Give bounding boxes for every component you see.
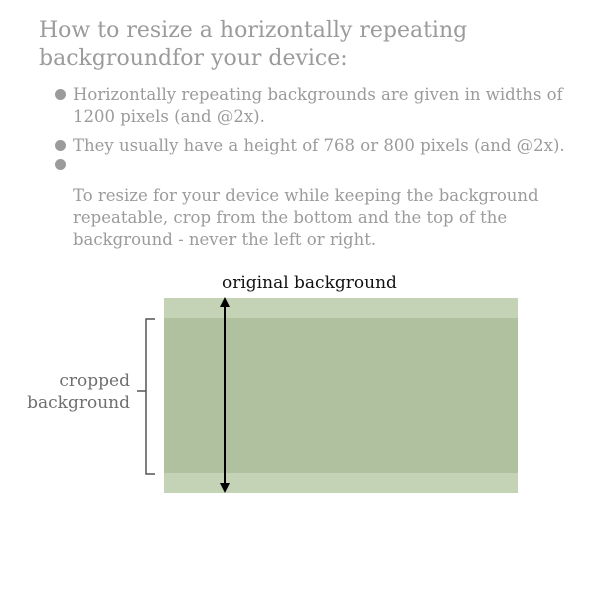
height-arrow-icon: [220, 297, 230, 493]
page-title: How to resize a horizontally repeating backgroundfor your device:: [39, 18, 468, 71]
bullet-text: Horizontally repeating backgrounds are given in widths of 1200 pixels (and @2x).: [73, 85, 563, 126]
resize-note: To resize for your device while keeping the background repeatable, crop from the bottom and the top of the background - never the left or right.: [73, 186, 539, 249]
cropped-label-line1: cropped: [59, 371, 130, 391]
original-background-label: original background: [222, 273, 397, 293]
cropped-label-line2: background: [27, 393, 130, 413]
crop-bracket-icon: [137, 319, 155, 474]
bullet-text: They usually have a height of 768 or 800 pixels (and @2x).: [73, 136, 565, 155]
cropped-background-label: [10, 370, 130, 414]
